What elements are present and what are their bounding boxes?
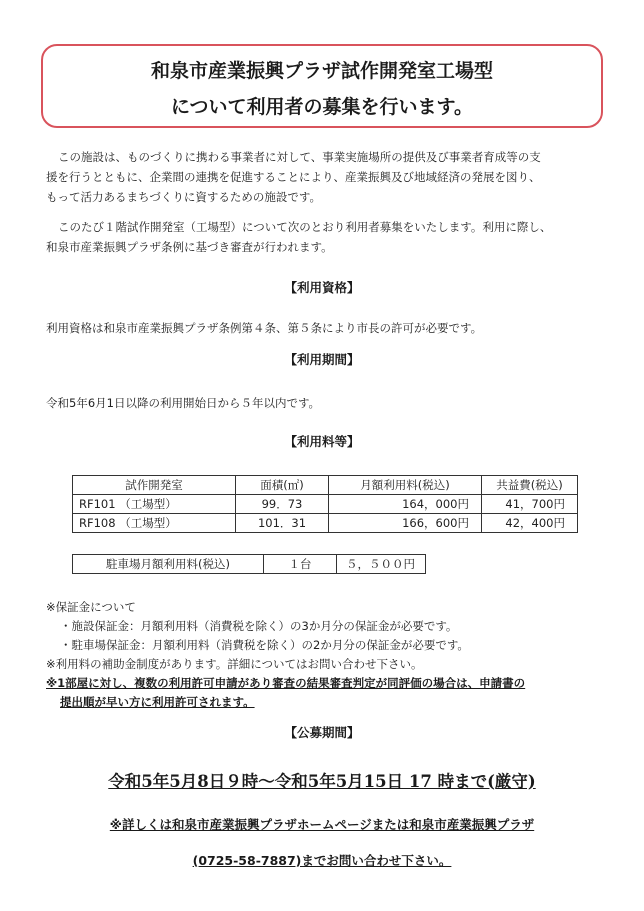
eligibility-text: 利用資格は和泉市産業振興プラザ条例第４条、第５条により市長の許可が必要です。 <box>46 321 483 335</box>
intro-line-1: この施設は、ものづくりに携わる事業者に対して、事業実施場所の提供及び事業者育成等の支 <box>58 150 541 164</box>
fee-cell-area: 101．31 <box>236 514 329 533</box>
deposit-title: ※保証金について <box>46 600 136 614</box>
fee-header-monthly: 月額利用料(税込) <box>329 476 482 495</box>
fee-cell-room: RF101 （工場型） <box>73 495 236 514</box>
title-line-2: について利用者の募集を行います。 <box>170 96 474 118</box>
fee-cell-common: 42，400円 <box>482 514 578 533</box>
table-row <box>73 514 578 533</box>
fee-header-room: 試作開発室 <box>73 476 236 495</box>
parking-table <box>72 554 426 574</box>
title-line-1: 和泉市産業振興プラザ試作開発室工場型 <box>150 60 493 82</box>
fee-header-common: 共益費(税込) <box>482 476 578 495</box>
fee-table <box>72 475 578 533</box>
period-heading: 【利用期間】 <box>284 352 360 367</box>
contact-line-1: ※詳しくは和泉市産業振興プラザホームページまたは和泉市産業振興プラザ <box>109 817 535 832</box>
recruitment-period-heading: 【公募期間】 <box>284 725 360 740</box>
contact-line-2: (0725-58-7887)までお問い合わせ下さい。 <box>192 853 452 868</box>
intro-line-3: もって活力あるまちづくりに資するための施設です。 <box>46 190 321 204</box>
fee-cell-monthly: 164，000円 <box>329 495 482 514</box>
intro-line-2: 援を行うとともに、企業間の連携を促進することにより、産業振興及び地域経済の発展を図り、 <box>46 170 541 184</box>
fee-cell-room: RF108 （工場型） <box>73 514 236 533</box>
title-box <box>41 44 603 128</box>
fees-heading: 【利用料等】 <box>284 434 360 449</box>
recruit-line-1: このたび１階試作開発室（工場型）について次のとおり利用者募集をいたします。利用に際し、 <box>58 220 552 234</box>
fee-cell-common: 41，700円 <box>482 495 578 514</box>
deposit-facility: ・施設保証金：月額利用料（消費税を除く）の3か月分の保証金が必要です。 <box>60 619 458 633</box>
eligibility-heading: 【利用資格】 <box>284 280 360 295</box>
recruitment-dates: 令和5年5月8日９時～令和5年5月15日 17 時まで(厳守) <box>108 772 536 791</box>
fee-header-area: 面積(㎡) <box>236 476 329 495</box>
table-row <box>73 555 426 574</box>
period-text: 令和5年6月1日以降の利用開始日から５年以内です。 <box>46 396 321 410</box>
priority-note-line-2: 提出順が早い方に利用許可されます。 <box>60 695 255 709</box>
fee-cell-monthly: 166，600円 <box>329 514 482 533</box>
fee-table-header-row <box>73 476 578 495</box>
table-row <box>73 495 578 514</box>
parking-label: 駐車場月額利用料(税込) <box>73 555 264 574</box>
parking-price: ５，５００円 <box>337 555 426 574</box>
fee-cell-area: 99．73 <box>236 495 329 514</box>
recruit-line-2: 和泉市産業振興プラザ条例に基づき審査が行われます。 <box>46 240 333 254</box>
deposit-parking: ・駐車場保証金：月額利用料（消費税を除く）の2か月分の保証金が必要です。 <box>60 638 469 652</box>
parking-unit: １台 <box>264 555 337 574</box>
subsidy-note: ※利用料の補助金制度があります。詳細についてはお問い合わせ下さい。 <box>46 657 423 671</box>
priority-note-line-1: ※1部屋に対し、複数の利用許可申請があり審査の結果審査判定が同評価の場合は、申請書の <box>46 676 526 690</box>
